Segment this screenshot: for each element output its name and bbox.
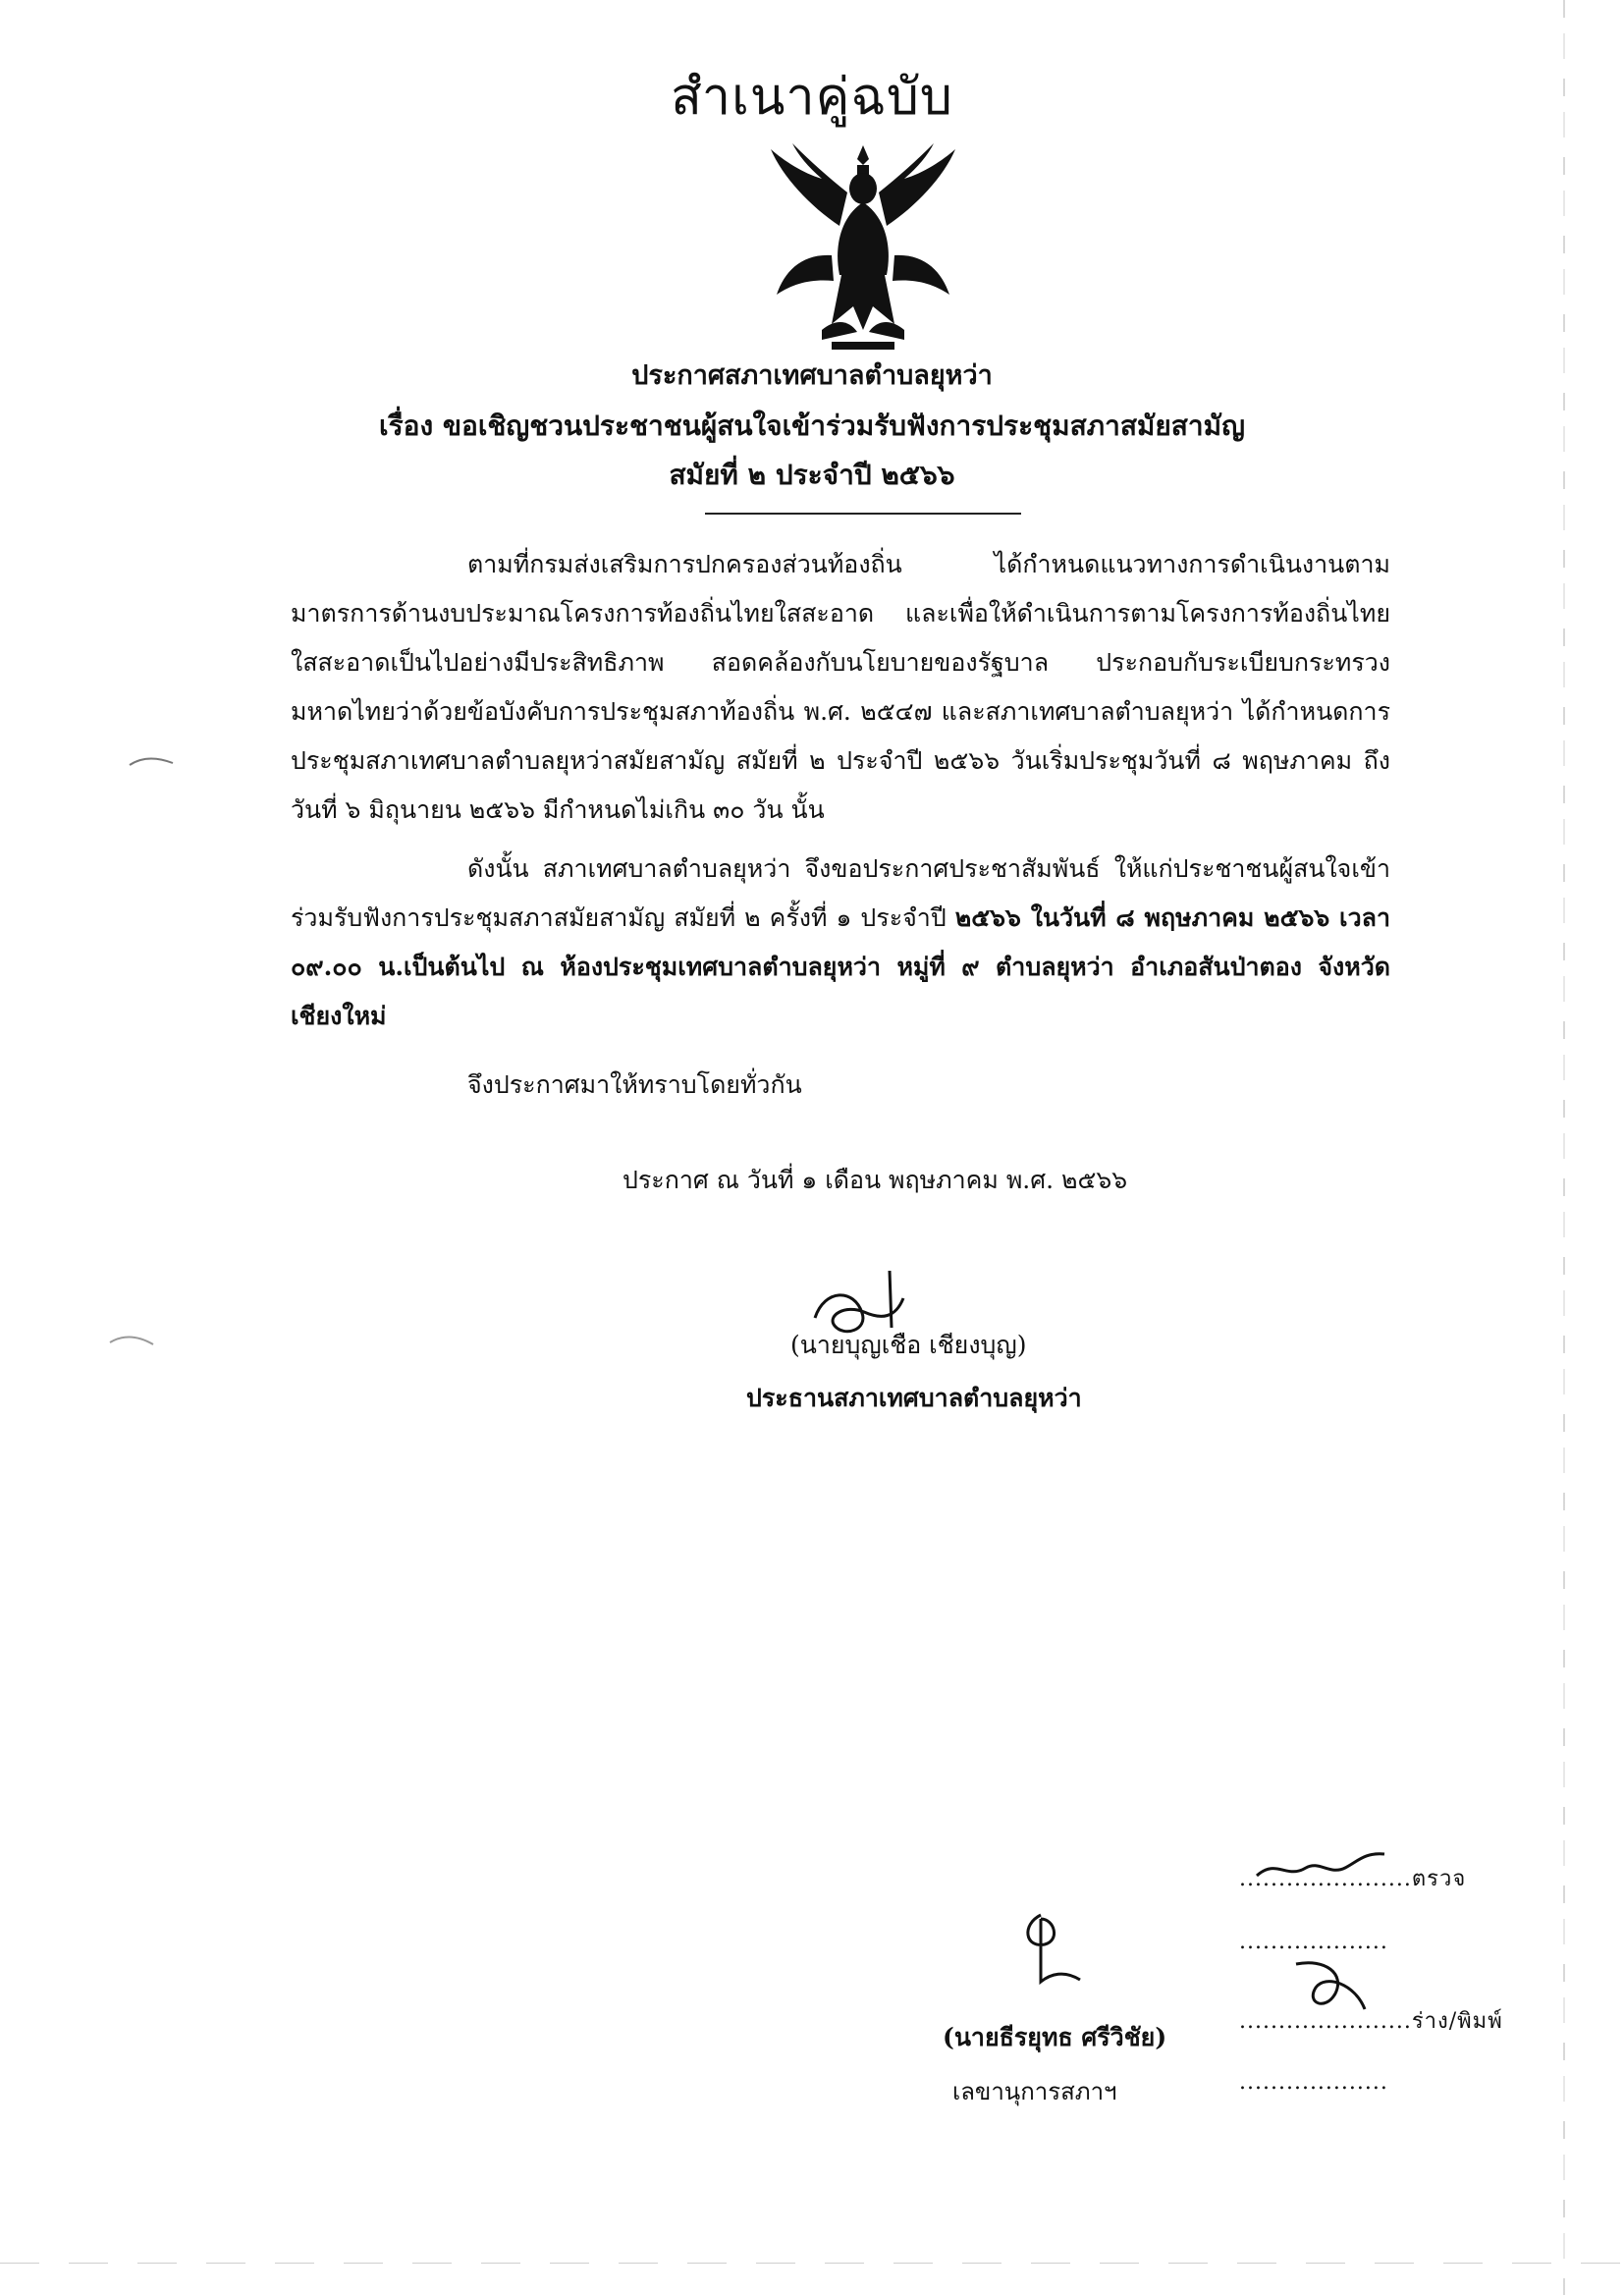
secretary-signature xyxy=(1011,1905,1090,1994)
chairman-name: (นายบุญเชือ เชียงบุญ) xyxy=(790,1331,1027,1359)
routing-blank-line: ................... xyxy=(1239,2070,1388,2095)
scan-smudge-mark xyxy=(128,751,177,769)
routing-blank-line: ................... xyxy=(1239,1930,1388,1954)
body-paragraph-1: ตามที่กรมส่งเสริมการปกครองส่วนท้องถิ่น ได้กำหนดแนวทางการดำเนินงานตามมาตรการด้านงบประมาณโครงการท้องถิ่นไทยใสสะอาด และเพื่อให้ดำเนินการตามโครงการท้องถิ่นไทยใสสะอาดเป็นไปอย่างมีประสิทธิภาพ สอดคล้องกับนโยบายของรัฐบาล ประกอบกับระเบียบกระทรวงมหาดไทยว่าด้วยข้อบังคับการประชุมสภาท้องถิ่น พ.ศ. ๒๕๔๗ และสภาเทศบาลตำบลยุหว่า ได้กำหนดการประชุมสภาเทศบาลตำบลยุหว่าสมัยสามัญ สมัยที่ ๒ ประจำปี ๒๕๖๖ วันเริ่มประชุมวันที่ ๘ พฤษภาคม ถึงวันที่ ๖ มิถุนายน ๒๕๖๖ มีกำหนดไม่เกิน ๓๐ วัน นั้น xyxy=(291,550,1390,824)
routing-dots: ...................... xyxy=(1239,1867,1412,1891)
body-paragraph-2-text: ดังนั้น สภาเทศบาลตำบลยุหว่า จึงขอประกาศประชาสัมพันธ์ ให้แก่ประชาชนผู้สนใจเข้าร่วมรับฟังการประชุมสภาสมัยสามัญ สมัยที่ ๒ ครั้งที่ ๑ ประจำปี xyxy=(291,854,1390,932)
heading-divider xyxy=(705,513,1021,515)
announcement-issuer: ประกาศสภาเทศบาลตำบลยุหว่า xyxy=(631,360,993,391)
secretary-title: เลขานุการสภาฯ xyxy=(952,2078,1117,2105)
copy-label: สำเนาคู่ฉบับ xyxy=(671,68,953,127)
scan-edge-artifact xyxy=(1563,0,1565,2295)
announcement-subject-session: สมัยที่ ๒ ประจำปี ๒๕๖๖ xyxy=(669,459,955,491)
garuda-emblem-icon xyxy=(763,137,964,363)
scan-smudge-mark xyxy=(108,1331,157,1348)
body-paragraph-2 xyxy=(291,845,1390,1041)
scan-bottom-artifact xyxy=(0,2263,1624,2264)
announcement-subject: เรื่อง ขอเชิญชวนประชาชนผู้สนใจเข้าร่วมรับฟังการประชุมสภาสมัยสามัญ xyxy=(379,410,1245,442)
secretary-name: (นายธีรยุทธ ศรีวิชัย) xyxy=(943,2023,1167,2051)
meeting-details: ๒๕๖๖ ในวันที่ ๘ พฤษภาคม ๒๕๖๖ เวลา ๐๙.๐๐ น.เป็นต้นไป ณ ห้องประชุมเทศบาลตำบลยุหว่า หมู่ที่ ๙ ตำบลยุหว่า อำเภอสันป่าตอง จังหวัดเชียงใหม่ xyxy=(291,903,1390,1030)
closing-statement: จึงประกาศมาให้ทราบโดยทั่วกัน xyxy=(467,1070,802,1099)
routing-dots: ...................... xyxy=(1239,2009,1412,2034)
announcement-date: ประกาศ ณ วันที่ ๑ เดือน พฤษภาคม พ.ศ. ๒๕๖๖ xyxy=(623,1166,1128,1194)
routing-drafted-line xyxy=(1239,2003,1503,2038)
routing-checked-label: ตรวจ xyxy=(1411,1867,1467,1891)
routing-drafted-label: ร่าง/พิมพ์ xyxy=(1411,2009,1503,2034)
routing-checked-line xyxy=(1239,1861,1466,1895)
chairman-title: ประธานสภาเทศบาลตำบลยุหว่า xyxy=(746,1384,1082,1412)
